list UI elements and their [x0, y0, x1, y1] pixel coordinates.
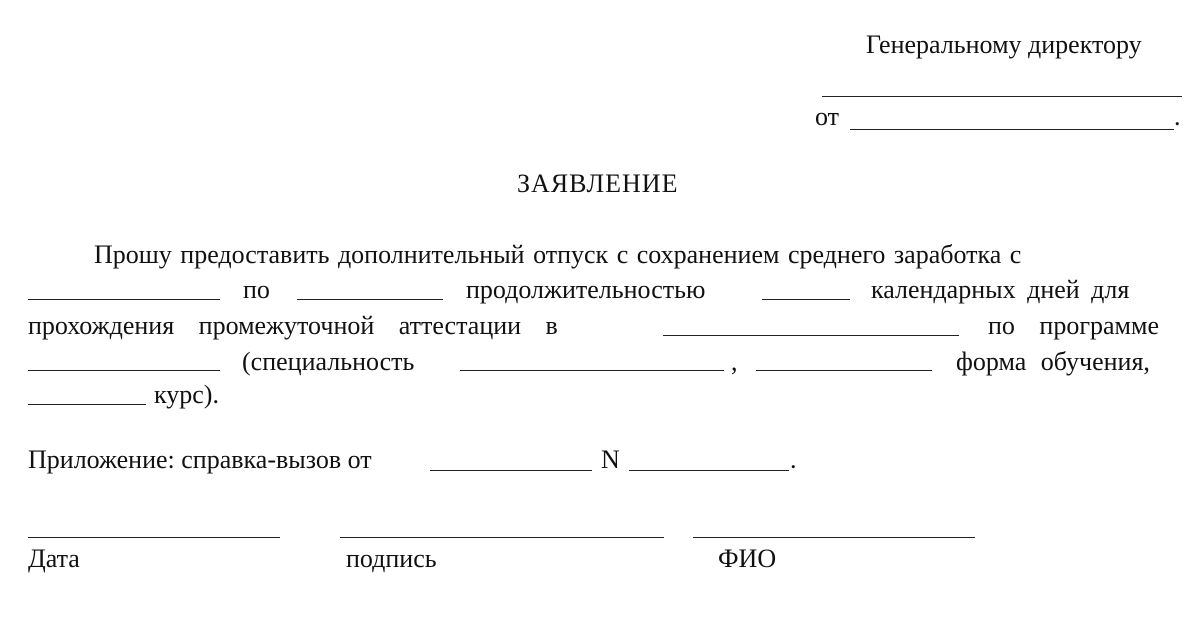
full-name-label: ФИО — [718, 544, 777, 573]
start-date-blank-line[interactable] — [28, 299, 220, 300]
specialty-comma: , — [731, 347, 738, 376]
calendar-days-label: календарных дней для — [871, 275, 1130, 304]
program-label: по программе — [988, 311, 1159, 340]
addressee: Генеральному директору — [866, 30, 1142, 59]
signature-blank-line[interactable] — [340, 537, 664, 538]
from-blank-line[interactable] — [850, 129, 1174, 130]
certificate-date-blank-line[interactable] — [430, 470, 592, 471]
course-blank-line[interactable] — [28, 404, 146, 405]
date-blank-line[interactable] — [28, 537, 280, 538]
specialty-blank-line[interactable] — [460, 370, 724, 371]
signature-label: подпись — [346, 544, 437, 573]
course-label: курс). — [154, 380, 219, 409]
from-label: от — [815, 102, 840, 131]
attachment-period: . — [790, 445, 797, 474]
document-title: ЗАЯВЛЕНИЕ — [517, 169, 679, 198]
end-date-blank-line[interactable] — [297, 299, 443, 300]
study-form-label: форма обучения, — [956, 347, 1150, 376]
from-period: . — [1174, 102, 1181, 131]
purpose-label: прохождения промежуточной аттестации в — [28, 311, 558, 340]
addressee-blank-line[interactable] — [822, 96, 1182, 97]
number-label: N — [601, 445, 620, 474]
study-form-blank-line[interactable] — [756, 370, 932, 371]
attachment-label: Приложение: справка-вызов от — [28, 445, 372, 474]
name-blank-line[interactable] — [693, 537, 975, 538]
duration-label: продолжительностью — [466, 275, 706, 304]
body-line-1: Прошу предоставить дополнительный отпуск с сохранением среднего заработка с — [94, 240, 1022, 269]
days-count-blank-line[interactable] — [762, 299, 850, 300]
institution-blank-line[interactable] — [663, 335, 959, 336]
specialty-label: (специальность — [242, 347, 415, 376]
certificate-number-blank-line[interactable] — [629, 470, 789, 471]
program-blank-line[interactable] — [28, 370, 220, 371]
date-label: Дата — [28, 544, 80, 573]
to-label: по — [243, 275, 270, 304]
